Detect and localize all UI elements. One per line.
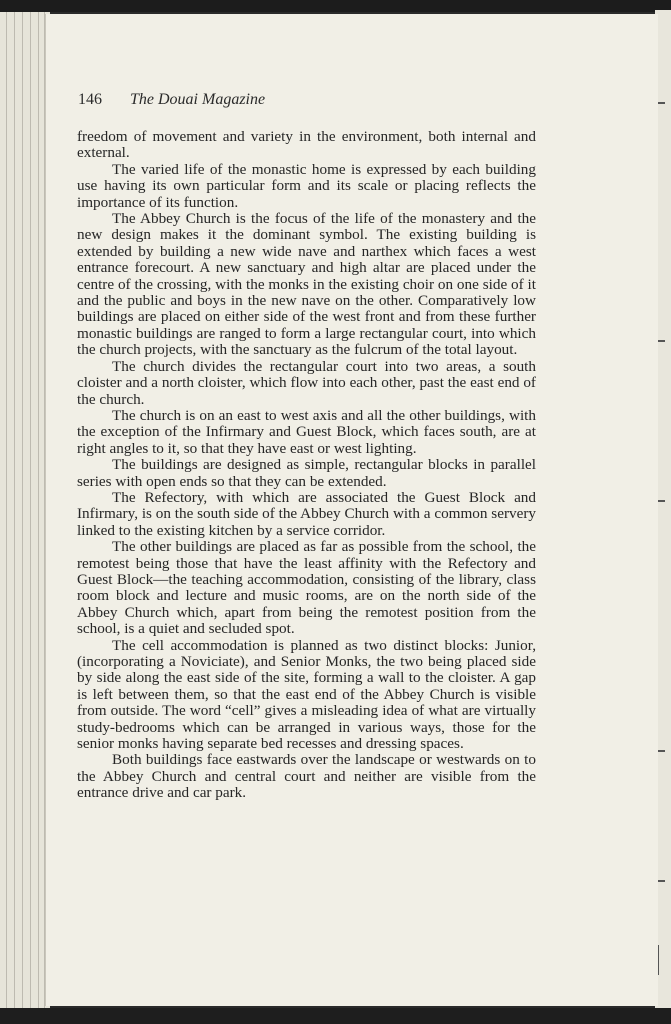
body-text [77,129,536,802]
paragraph: The Refectory, with which are associated the Guest Block and Infirmary, is on the south side of the Abbey Church with a common servery linked to the existing kitchen by a service corridor. [77,488,536,539]
paragraph: The church divides the rectangular court into two areas, a south cloister and a north cloister, which flow into each other, past the east end of the church. [77,357,536,408]
paragraph: The cell accommodation is planned as two distinct blocks: Junior, (incorporating a Noviciate), and Senior Monks, the two being placed side by side along the east side of the site, forming a wall to the cloister. A gap is left between them, so that the east end of the Abbey Church is visible from outside. The word “cell” gives a misleading idea of what are virtually study-bedrooms which can be arranged in various ways, those for the senior monks having separate bed recesses and dressing spaces. [77,636,536,753]
page-header [78,91,265,109]
paragraph: The Abbey Church is the focus of the life of the monastery and the new design makes it the dominant symbol. The existing building is extended by building a new wide nave and narthex which faces a west entrance forecourt. A new sanctuary and high altar are placed under the centre of the crossing, with the monks in the existing choir on one side of it and the public and boys in the new nave on the other. Comparatively low buildings are placed on either side of the west front and from these further monastic buildings are ranged to form a large rectangular court, into which the church projects, with the sanctuary as the fulcrum of the total layout. [77,210,536,359]
scanner-top-edge [0,0,671,12]
paragraph: The varied life of the monastic home is expressed by each building use having its own particular form and its scale or placing reflects the importance of its function. [77,160,536,211]
running-title: The Douai Magazine [130,91,266,108]
paragraph: freedom of movement and variety in the environment, both internal and external. [77,128,536,162]
paragraph: Both buildings face eastwards over the landscape or westwards on to the Abbey Church and central court and neither are visible from the entrance drive and car park. [77,751,536,802]
page-number: 146 [78,91,102,108]
paragraph: The other buildings are placed as far as possible from the school, the remotest being those that have the least affinity with the Refectory and Guest Block—the teaching accommodation, consisting of the library, class room block and lecture and music rooms, are on the north side of the Abbey Church which, apart from being the remotest position from the school, is a quiet and secluded spot. [77,538,536,638]
paragraph: The church is on an east to west axis and all the other buildings, with the exception of the Infirmary and Guest Block, which faces south, are at right angles to it, so that they have east or west lighting. [77,406,536,457]
scanner-bottom-edge [0,1008,671,1024]
page-stack-edges [0,12,50,1008]
paragraph: The buildings are designed as simple, rectangular blocks in parallel series with open ends so that they can be extended. [77,456,536,490]
